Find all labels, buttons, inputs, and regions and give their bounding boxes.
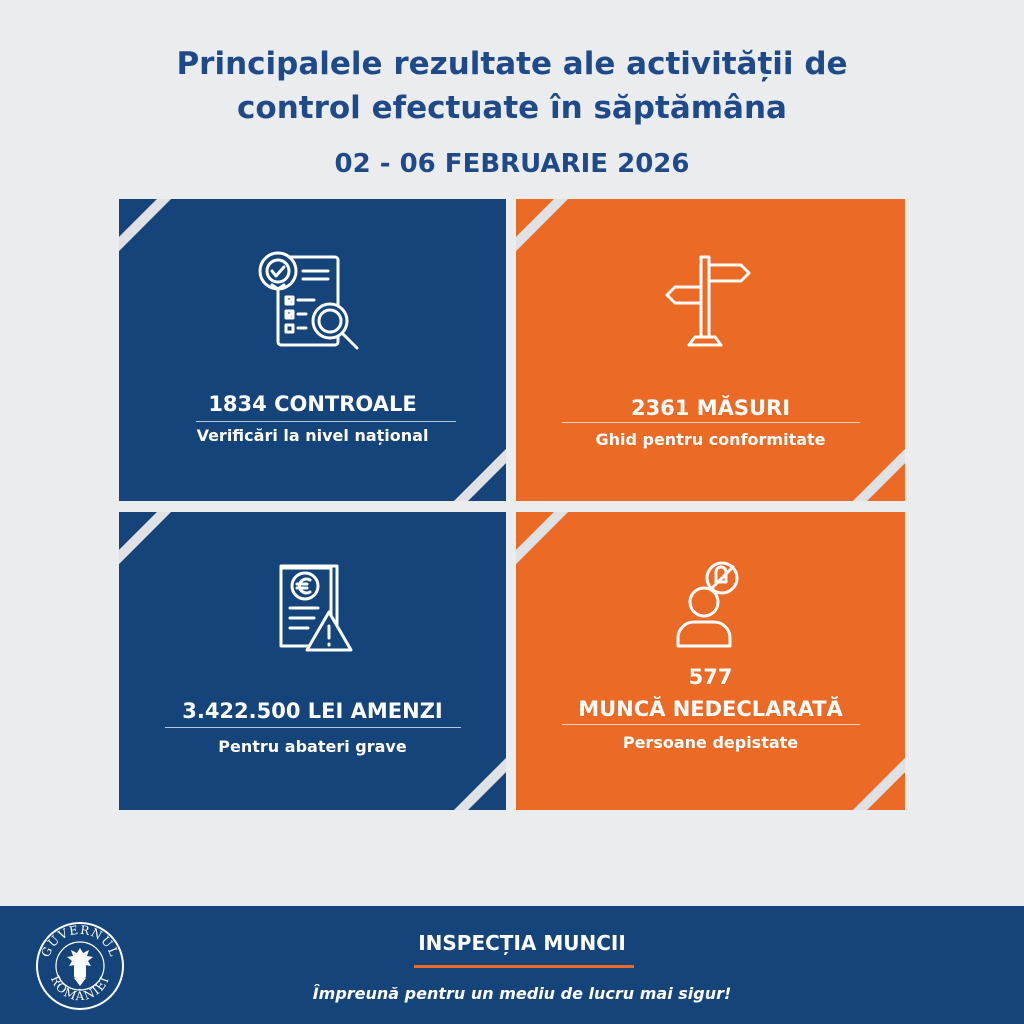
tile-fines: [119, 512, 506, 810]
title-line-1: Principalele rezultate ale activității de: [176, 46, 848, 82]
tile-label: Pentru abateri grave: [218, 737, 407, 756]
brand-name: INSPECȚIA MUNCII: [418, 931, 626, 955]
tile-value: 1834 CONTROALE: [208, 392, 417, 416]
date-range: 02 - 06 FEBRUARIE 2026: [334, 149, 690, 179]
divider: [196, 421, 456, 422]
tile-controls: [119, 199, 506, 501]
divider: [165, 727, 461, 728]
tile-label: Persoane depistate: [622, 733, 799, 752]
footer: [0, 906, 1024, 1024]
divider: [562, 422, 860, 423]
person-prohibited-icon: [516, 558, 905, 658]
brand-underline: [414, 965, 634, 968]
tile-measures: [516, 199, 905, 501]
tile-value: 3.422.500 LEI AMENZI: [182, 699, 443, 723]
slogan: Împreună pentru un mediu de lucru mai sigur!: [312, 984, 732, 1003]
divider: [562, 724, 860, 725]
tile-value-number: 577: [688, 665, 733, 689]
tile-undeclared-work: [516, 512, 905, 810]
checklist-magnifier-icon: [119, 249, 506, 359]
tile-label: Verificări la nivel național: [196, 426, 429, 445]
title-line-2: control efectuate în săptămâna: [237, 90, 787, 126]
seal-text-top: GUVERNUL: [38, 922, 122, 960]
tile-value: 2361 MĂSURI: [630, 396, 791, 420]
euro-warning-document-icon: [119, 560, 506, 660]
seal-text-bottom: ROMÂNIEI: [47, 973, 112, 1004]
page-title: [0, 42, 1024, 130]
tile-value-text: MUNCĂ NEDECLARATĂ: [578, 697, 843, 721]
tile-label: Ghid pentru conformitate: [595, 430, 826, 449]
signpost-icon: [516, 251, 905, 351]
